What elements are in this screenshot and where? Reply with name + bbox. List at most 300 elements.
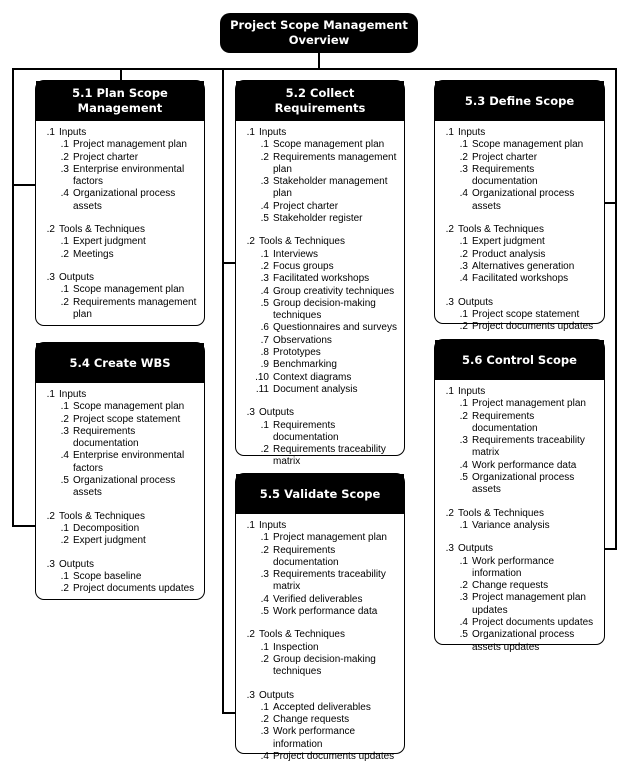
section (41, 272, 198, 321)
item-text: Document analysis (273, 383, 358, 395)
process-title-line: 5.1 Plan Scope (72, 86, 168, 100)
item-text: Scope baseline (73, 570, 142, 582)
overview-title-line: Project Scope Management (230, 18, 408, 32)
item-number: .5 (60, 475, 69, 487)
list-item (440, 273, 598, 285)
item-number: .1 (459, 555, 468, 567)
section (241, 407, 398, 468)
process-title-line: 5.2 Collect (285, 86, 355, 100)
item-number: .2 (60, 413, 69, 425)
item-text: Requirements management plan (273, 151, 397, 175)
process-content (236, 121, 404, 473)
list-item (41, 450, 198, 475)
section-number: .2 (445, 507, 454, 519)
list-item (241, 642, 398, 654)
item-number: .4 (260, 200, 269, 212)
process-title-line: Management (77, 101, 163, 115)
process-title-line: 5.6 Control Scope (462, 352, 577, 367)
section-heading (41, 511, 198, 523)
section (241, 236, 398, 396)
item-number: .1 (459, 398, 468, 410)
section (41, 127, 198, 213)
item-text: Organizational process assets (73, 475, 176, 499)
connector-line (12, 184, 36, 186)
section (440, 127, 598, 213)
process-box-control-scope (434, 339, 605, 653)
section-label: Tools & Techniques (458, 507, 544, 519)
section-label: Inputs (59, 127, 87, 138)
list-item (41, 164, 198, 189)
item-text: Requirements management plan (73, 296, 197, 320)
list-item (41, 571, 198, 583)
list-item (440, 188, 598, 213)
item-text: Project management plan (472, 398, 586, 410)
item-number: .5 (459, 629, 468, 641)
item-number: .3 (260, 726, 269, 738)
list-item (440, 629, 598, 654)
item-number: .7 (260, 334, 269, 346)
item-number: .1 (260, 641, 269, 653)
list-item (440, 472, 598, 497)
item-number: .3 (260, 176, 269, 188)
list-item (241, 359, 398, 371)
item-number: .2 (459, 580, 468, 592)
section-number: .3 (246, 407, 255, 419)
process-title (435, 340, 604, 380)
item-text: Group decision-making techniques (273, 297, 376, 322)
item-text: Requirements traceability matrix (472, 435, 585, 459)
item-number: .1 (459, 519, 468, 531)
item-text: Project documents updates (472, 321, 594, 333)
process-title (435, 81, 604, 121)
section (440, 386, 598, 497)
item-text: Project management plan (73, 139, 187, 151)
section-heading (41, 389, 198, 401)
list-item (241, 298, 398, 323)
section-heading (241, 127, 398, 139)
list-item (241, 594, 398, 606)
section-label: Inputs (259, 127, 287, 138)
item-text: Stakeholder management plan (273, 176, 388, 200)
item-text: Change requests (273, 714, 350, 726)
connector-line (604, 548, 617, 550)
item-number: .2 (260, 151, 269, 163)
item-number: .2 (60, 583, 69, 595)
item-text: Organizational process assets (472, 472, 575, 496)
item-text: Verified deliverables (273, 593, 363, 605)
item-number: .11 (255, 383, 269, 395)
list-item (41, 152, 198, 164)
item-number: .2 (459, 410, 468, 422)
item-number: .1 (260, 419, 269, 431)
connector-line (12, 68, 616, 70)
list-item (241, 273, 398, 285)
item-number: .5 (260, 213, 269, 225)
item-number: .2 (459, 248, 468, 260)
list-item (41, 414, 198, 426)
section-number: .1 (46, 389, 55, 400)
list-item (241, 420, 398, 445)
process-box-create-wbs (35, 342, 205, 600)
section (440, 297, 598, 334)
list-item (241, 702, 398, 714)
list-item (440, 164, 598, 189)
item-text: Project documents updates (472, 617, 594, 629)
item-number: .5 (260, 297, 269, 309)
item-text: Project scope statement (472, 308, 580, 320)
section-heading (241, 690, 398, 702)
list-item (440, 617, 598, 629)
section-label: Tools & Techniques (458, 224, 544, 236)
item-text: Alternatives generation (472, 260, 575, 272)
process-title (236, 474, 404, 514)
item-text: Facilitated workshops (273, 273, 370, 285)
process-title (36, 343, 204, 383)
item-number: .4 (260, 285, 269, 297)
item-text: Requirements documentation (273, 419, 339, 443)
section-number: .2 (46, 224, 55, 236)
item-number: .1 (260, 532, 269, 544)
section-heading (41, 224, 198, 236)
list-item (241, 532, 398, 544)
list-item (440, 435, 598, 460)
item-text: Inspection (273, 641, 319, 653)
connector-line (604, 202, 617, 204)
section-number: .2 (246, 629, 255, 641)
list-item (440, 411, 598, 436)
item-text: Work performance data (472, 459, 577, 471)
section-label: Tools & Techniques (259, 629, 345, 641)
item-text: Requirements traceability matrix (273, 444, 386, 468)
item-text: Scope management plan (73, 284, 185, 296)
process-title-line: 5.5 Validate Scope (259, 486, 381, 501)
list-item (440, 261, 598, 273)
section (440, 543, 598, 654)
section (41, 511, 198, 548)
section-heading (41, 559, 198, 571)
list-item (41, 475, 198, 500)
section-heading (41, 272, 198, 284)
section-label: Inputs (458, 386, 486, 397)
connector-line (615, 68, 617, 550)
item-text: Work performance information (472, 555, 555, 579)
item-number: .2 (260, 444, 269, 456)
list-item (241, 654, 398, 679)
item-number: .4 (459, 459, 468, 471)
item-number: .3 (459, 592, 468, 604)
list-item (440, 309, 598, 321)
list-item (241, 569, 398, 594)
section-label: Inputs (59, 389, 87, 400)
connector-line (318, 53, 320, 69)
item-text: Scope management plan (273, 139, 385, 151)
section-label: Outputs (59, 271, 95, 283)
process-box-collect-requirements (235, 80, 405, 468)
section-label: Inputs (458, 127, 486, 138)
process-box-define-scope (434, 80, 605, 333)
item-text: Product analysis (472, 248, 546, 260)
item-number: .1 (60, 401, 69, 413)
item-number: .8 (260, 347, 269, 359)
process-title-line: Requirements (274, 101, 366, 115)
process-box-plan-scope-management (35, 80, 205, 326)
list-item (440, 520, 598, 532)
section (41, 224, 198, 261)
section-label: Outputs (259, 407, 295, 419)
section-heading (440, 297, 598, 309)
section-heading (241, 236, 398, 248)
item-text: Decomposition (73, 522, 140, 534)
item-number: .5 (459, 472, 468, 484)
item-number: .2 (459, 321, 468, 333)
section-label: Tools & Techniques (59, 224, 145, 236)
list-item (41, 401, 198, 413)
item-text: Project charter (472, 151, 538, 163)
item-number: .1 (260, 139, 269, 151)
connector-line (222, 712, 236, 714)
item-text: Work performance data (273, 606, 378, 618)
process-title (236, 81, 404, 121)
section-label: Outputs (59, 558, 95, 570)
list-item (41, 139, 198, 151)
item-text: Requirements documentation (73, 425, 139, 450)
section-number: .2 (246, 236, 255, 248)
item-number: .1 (60, 236, 69, 248)
section-heading (241, 629, 398, 641)
item-number: .3 (459, 163, 468, 175)
list-item (41, 249, 198, 261)
section-number: .1 (46, 127, 55, 138)
overview-title (220, 13, 418, 53)
item-number: .5 (260, 606, 269, 618)
item-number: .3 (260, 569, 269, 581)
section (440, 224, 598, 285)
item-text: Benchmarking (273, 359, 337, 371)
process-content (36, 121, 204, 325)
list-item (241, 249, 398, 261)
section-number: .3 (445, 543, 454, 555)
item-number: .1 (260, 701, 269, 713)
list-item (241, 322, 398, 334)
list-item (241, 213, 398, 225)
list-item (241, 714, 398, 726)
list-item (241, 347, 398, 359)
list-item (41, 583, 198, 595)
item-text: Group creativity techniques (273, 285, 395, 297)
item-number: .1 (60, 522, 69, 534)
section-heading (440, 543, 598, 555)
list-item (41, 523, 198, 535)
item-number: .3 (459, 260, 468, 272)
list-item (41, 535, 198, 547)
list-item (241, 201, 398, 213)
item-text: Requirements documentation (472, 163, 538, 188)
item-text: Facilitated workshops (472, 273, 569, 285)
item-number: .2 (459, 151, 468, 163)
section-label: Outputs (259, 689, 295, 701)
item-number: .4 (459, 273, 468, 285)
section (41, 389, 198, 500)
item-number: .2 (60, 535, 69, 547)
process-content (236, 514, 404, 767)
section-heading (440, 224, 598, 236)
section-heading (440, 386, 598, 398)
list-item (241, 286, 398, 298)
item-text: Scope management plan (472, 139, 584, 151)
item-text: Project charter (273, 200, 339, 212)
section-heading (440, 127, 598, 139)
section (241, 127, 398, 225)
section-label: Outputs (458, 543, 494, 555)
item-text: Questionnaires and surveys (273, 322, 397, 334)
list-item (241, 444, 398, 469)
item-text: Interviews (273, 248, 319, 260)
item-number: .4 (60, 450, 69, 462)
item-text: Work performance information (273, 726, 356, 750)
item-text: Stakeholder register (273, 213, 363, 225)
item-text: Organizational process assets (73, 188, 176, 212)
section (41, 559, 198, 596)
list-item (241, 152, 398, 177)
item-text: Change requests (472, 580, 549, 592)
list-item (41, 297, 198, 322)
item-number: .1 (60, 284, 69, 296)
list-item (41, 236, 198, 248)
section-label: Inputs (259, 520, 287, 531)
process-title-line: 5.4 Create WBS (69, 355, 171, 370)
list-item (241, 372, 398, 384)
connector-line (12, 68, 14, 526)
item-number: .3 (260, 273, 269, 285)
process-box-validate-scope (235, 473, 405, 763)
item-text: Scope management plan (73, 401, 185, 413)
section-label: Tools & Techniques (59, 510, 145, 522)
section-number: .1 (246, 520, 255, 531)
list-item (41, 188, 198, 213)
process-content (435, 121, 604, 337)
section-heading (241, 407, 398, 419)
item-text: Project management plan updates (472, 592, 586, 616)
list-item (241, 726, 398, 751)
item-number: .2 (260, 544, 269, 556)
process-content (36, 383, 204, 599)
section (241, 520, 398, 618)
list-item (241, 545, 398, 570)
item-number: .4 (260, 593, 269, 605)
item-text: Meetings (73, 248, 114, 260)
item-text: Project management plan (273, 532, 387, 544)
item-text: Requirements documentation (273, 544, 339, 568)
list-item (41, 284, 198, 296)
item-number: .10 (255, 371, 269, 383)
list-item (241, 139, 398, 151)
item-number: .1 (60, 139, 69, 151)
item-text: Project charter (73, 151, 139, 163)
section (241, 629, 398, 678)
item-number: .1 (260, 248, 269, 260)
list-item (241, 335, 398, 347)
item-text: Expert judgment (472, 236, 545, 248)
item-text: Enterprise environmental factors (73, 450, 185, 474)
list-item (241, 261, 398, 273)
process-title-line: 5.3 Define Scope (464, 93, 575, 108)
section-number: .3 (246, 689, 255, 701)
section-heading (440, 508, 598, 520)
process-content (435, 380, 604, 658)
item-number: .3 (459, 435, 468, 447)
item-text: Prototypes (273, 347, 321, 359)
item-number: .4 (260, 751, 269, 763)
list-item (440, 152, 598, 164)
list-item (440, 460, 598, 472)
item-text: Accepted deliverables (273, 701, 371, 713)
list-item (41, 426, 198, 451)
item-text: Enterprise environmental factors (73, 163, 185, 188)
item-text: Organizational process assets updates (472, 629, 575, 653)
list-item (241, 751, 398, 763)
section-label: Tools & Techniques (259, 236, 345, 248)
item-text: Variance analysis (472, 519, 550, 531)
item-number: .6 (260, 322, 269, 334)
section-number: .1 (445, 386, 454, 397)
item-number: .2 (260, 653, 269, 665)
connector-line (12, 525, 36, 527)
list-item (241, 176, 398, 201)
list-item (440, 398, 598, 410)
item-number: .3 (60, 163, 69, 175)
item-text: Project scope statement (73, 413, 181, 425)
connector-line (222, 68, 224, 713)
section-number: .3 (46, 558, 55, 570)
item-number: .4 (459, 188, 468, 200)
section-number: .3 (445, 296, 454, 308)
list-item (440, 580, 598, 592)
list-item (241, 384, 398, 396)
section-label: Outputs (458, 296, 494, 308)
item-number: .2 (60, 248, 69, 260)
item-number: .2 (60, 296, 69, 308)
list-item (241, 606, 398, 618)
item-number: .1 (459, 139, 468, 151)
item-number: .1 (459, 308, 468, 320)
section-heading (241, 520, 398, 532)
section-number: .3 (46, 271, 55, 283)
overview-title-line: Overview (288, 33, 350, 47)
list-item (440, 139, 598, 151)
item-number: .9 (260, 359, 269, 371)
item-number: .2 (260, 714, 269, 726)
item-number: .1 (60, 570, 69, 582)
item-text: Project documents updates (73, 583, 195, 595)
section-number: .2 (445, 224, 454, 236)
section-number: .2 (46, 510, 55, 522)
list-item (440, 556, 598, 581)
item-number: .3 (60, 425, 69, 437)
connector-line (222, 262, 236, 264)
section-number: .1 (445, 127, 454, 138)
item-text: Focus groups (273, 260, 334, 272)
item-number: .2 (260, 260, 269, 272)
item-text: Observations (273, 334, 332, 346)
process-title (36, 81, 204, 121)
list-item (440, 592, 598, 617)
section-number: .1 (246, 127, 255, 138)
item-text: Expert judgment (73, 236, 146, 248)
section (440, 508, 598, 533)
item-text: Expert judgment (73, 535, 146, 547)
item-number: .1 (459, 236, 468, 248)
item-text: Project documents updates (273, 751, 395, 763)
